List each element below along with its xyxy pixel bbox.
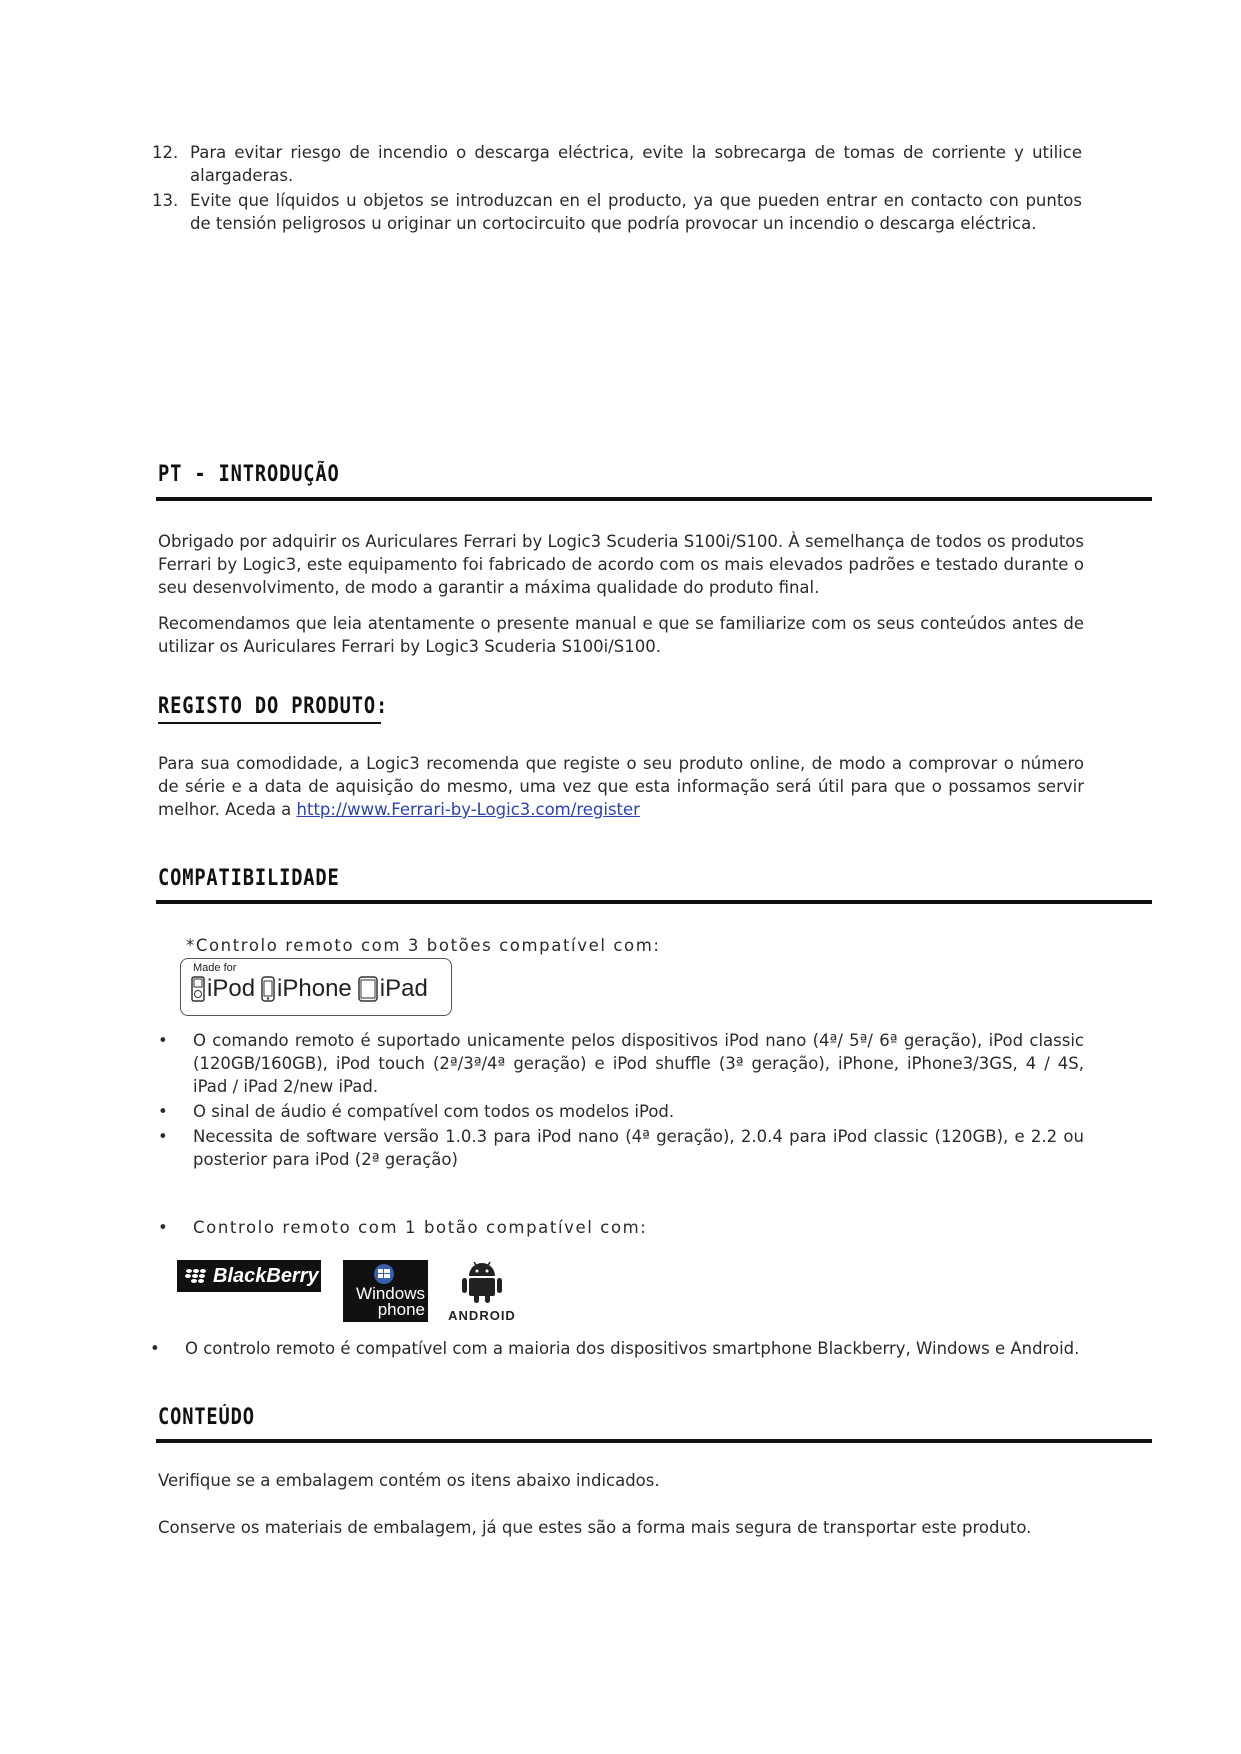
intro-paragraph-1: Obrigado por adquirir os Auriculares Ferrari by Logic3 Scuderia S100i/S100. À semelhança de todos os produtos Ferrari by Logic3, este equipamento foi fabricado de acordo com os mais elevados padrões e testado durante o seu desenvolvimento, de modo a garantir a máxima qualidade do produto final.	[158, 532, 1084, 597]
section-heading-compat: COMPATIBILIDADE	[158, 866, 340, 891]
section-heading-intro: PT - INTRODUÇÃO	[158, 462, 340, 487]
android-robot-icon	[461, 1258, 503, 1304]
ipod-icon	[191, 976, 205, 1002]
section-heading-conteudo: CONTEÚDO	[158, 1405, 255, 1430]
heading-rule	[156, 900, 1152, 904]
register-link[interactable]: http://www.Ferrari-by-Logic3.com/register	[296, 800, 640, 819]
conteudo-paragraph-2: Conserve os materiais de embalagem, já que estes são a forma mais segura de transportar este produto.	[158, 1518, 1032, 1537]
remote-3-button-label: *Controlo remoto com 3 botões compatível com:	[186, 936, 661, 955]
compat-bullet-list	[158, 1029, 1084, 1173]
windows-phone-logo: Windows phone	[343, 1260, 428, 1322]
heading-rule	[156, 1439, 1152, 1443]
registo-paragraph: Para sua comodidade, a Logic3 recomenda que registe o seu produto online, de modo a comprovar o número de série e a data de aquisição do mesmo, uma vez que esta informação será útil para que o possamos servir melhor. Aceda a http://www.Ferrari-by-Logic3.com/register	[158, 754, 1084, 819]
list-item: 13. Evite que líquidos u objetos se introduzcan en el producto, ya que pueden entrar en contacto con puntos de tensión peligrosos u originar un cortocircuito que podría provocar un incendio o descarga eléctrica.	[152, 191, 1082, 233]
list-item: 12. Para evitar riesgo de incendio o descarga eléctrica, evite la sobrecarga de tomas de corriente y utilice alargaderas.	[152, 143, 1082, 185]
heading-underline	[158, 722, 381, 724]
heading-rule	[156, 497, 1152, 501]
list-item: • O comando remoto é suportado unicamente pelos dispositivos iPod nano (4ª/ 5ª/ 6ª geração), iPod classic (120GB/160GB), iPod touch (2ª/3ª/4ª geração) e iPod shuffle (3ª geração), iPhone, iPhone3/3GS, 4 / 4S, iPad / iPad 2/new iPad.	[158, 1031, 1084, 1096]
conteudo-paragraph-1: Verifique se a embalagem contém os itens abaixo indicados.	[158, 1471, 660, 1490]
section-heading-registo: REGISTO DO PRODUTO:	[158, 694, 389, 719]
safety-list	[152, 141, 1082, 237]
smartphone-note-list	[150, 1337, 1090, 1362]
list-item: • O sinal de áudio é compatível com todos os modelos iPod.	[158, 1102, 675, 1121]
iphone-icon	[261, 976, 275, 1002]
ipad-icon	[358, 976, 378, 1002]
list-item: • Necessita de software versão 1.0.3 para iPod nano (4ª geração), 2.0.4 para iPod classic (120GB), e 2.2 ou posterior para iPod (2ª geração)	[158, 1127, 1084, 1169]
made-for-ipod-badge: Made for iPod iPhone iPad	[180, 958, 452, 1016]
list-item: • O controlo remoto é compatível com a maioria dos dispositivos smartphone Blackberry, Windows e Android.	[150, 1339, 1080, 1358]
blackberry-logo: BlackBerry	[177, 1260, 321, 1292]
intro-paragraph-2: Recomendamos que leia atentamente o presente manual e que se familiarize com os seus conteúdos antes de utilizar os Auriculares Ferrari by Logic3 Scuderia S100i/S100.	[158, 614, 1084, 656]
windows-flag-icon	[372, 1264, 396, 1284]
blackberry-icon	[185, 1268, 207, 1284]
android-logo: ANDROID	[446, 1258, 518, 1328]
list-item: • Controlo remoto com 1 botão compatível com:	[158, 1218, 648, 1237]
remote-1-button-list	[158, 1216, 1084, 1241]
